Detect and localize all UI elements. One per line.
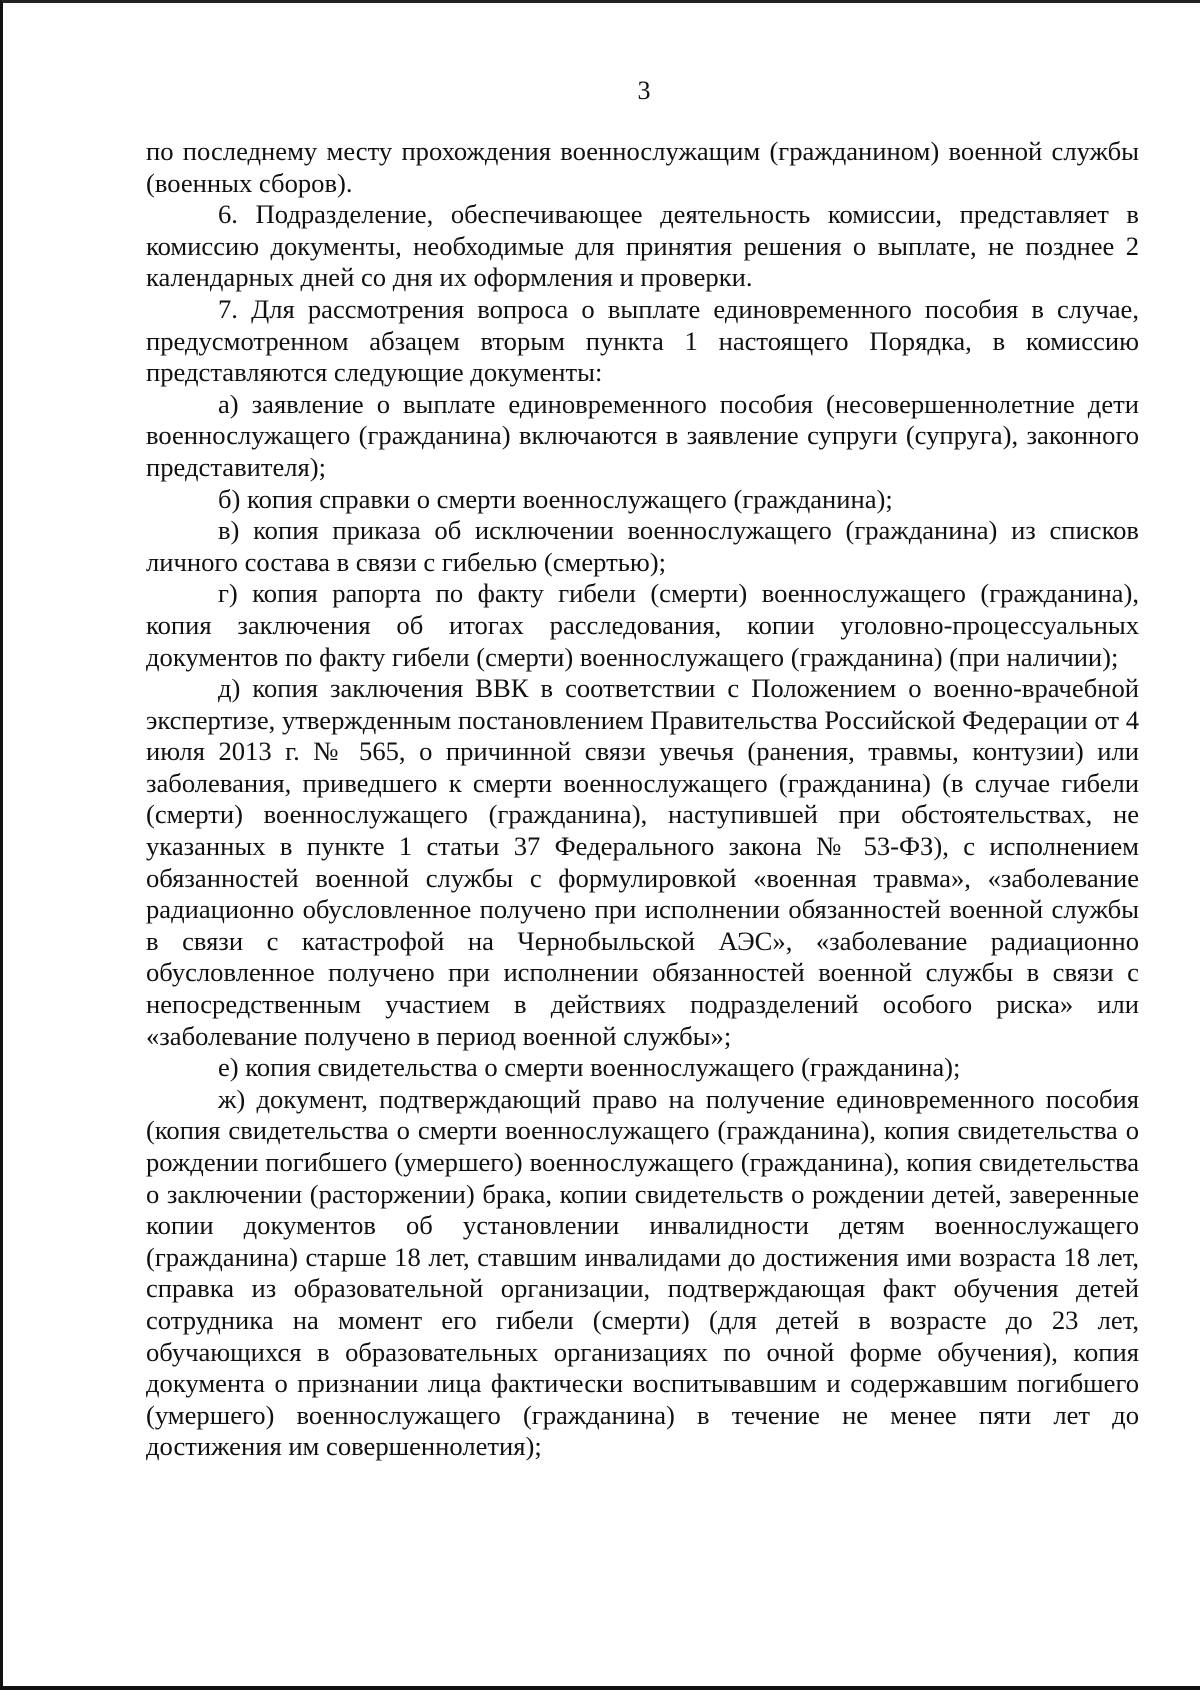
paragraph: по последнему месту прохождения военнослужащим (гражданином) военной службы (военных сборов).	[146, 136, 1139, 198]
paragraph: г) копия рапорта по факту гибели (смерти) военнослужащего (гражданина), копия заключения об итогах расследования, копии уголовно-процессуальных документов по факту гибели (смерти) военнослужащего (гражданина) (при наличии);	[146, 578, 1139, 672]
paragraph: в) копия приказа об исключении военнослужащего (гражданина) из списков личного состава в связи с гибелью (смертью);	[146, 515, 1139, 577]
paragraph: 6. Подразделение, обеспечивающее деятельность комиссии, представляет в комиссию документы, необходимые для принятия решения о выплате, не позднее 2 календарных дней со дня их оформления и проверки.	[146, 199, 1139, 293]
paragraph: д) копия заключения ВВК в соответствии с Положением о военно-врачебной экспертизе, утвержденным постановлением Правительства Российской Федерации от 4 июля 2013 г. № 565, о причинной связи увечья (ранения, травмы, контузии) или заболевания, приведшего к смерти военнослужащего (гражданина) (в случае гибели (смерти) военнослужащего (гражданина), наступившей при обстоятельствах, не указанных в пункте 1 статьи 37 Федерального закона № 53-ФЗ), с исполнением обязанностей военной службы с формулировкой «военная травма», «заболевание радиационно обусловленное получено при исполнении обязанностей военной службы в связи с катастрофой на Чернобыльской АЭС», «заболевание радиационно обусловленное получено при исполнении обязанностей военной службы в связи с непосредственным участием в действиях подразделений особого риска» или «заболевание получено в период военной службы»;	[146, 673, 1139, 1051]
paragraph: 7. Для рассмотрения вопроса о выплате единовременного пособия в случае, предусмотренном абзацем вторым пункта 1 настоящего Порядка, в комиссию представляются следующие документы:	[146, 293, 1139, 388]
paragraph: а) заявление о выплате единовременного пособия (несовершеннолетние дети военнослужащего (гражданина) включаются в заявление супруги (супруга), законного представителя);	[146, 388, 1139, 482]
paragraph: ж) документ, подтверждающий право на получение единовременного пособия (копия свидетельства о смерти военнослужащего (гражданина), копия свидетельства о рождении погибшего (умершего) военнослужащего (гражданина), копия свидетельства о заключении (расторжении) брака, копии свидетельств о рождении детей, заверенные копии документов об установлении инвалидности детям военнослужащего (гражданина) старше 18 лет, ставшим инвалидами до достижения ими возраста 18 лет, справка из образовательной организации, подтверждающая факт обучения детей сотрудника на момент его гибели (смерти) (для детей в возрасте до 23 лет, обучающихся в образовательных организациях по очной форме обучения), копия документа о признании лица фактически воспитывавшим и содержавшим погибшего (умершего) военнослужащего (гражданина) в течение не менее пяти лет до достижения им совершеннолетия);	[146, 1083, 1139, 1462]
page-number: 3	[637, 76, 651, 105]
paragraph: б) копия справки о смерти военнослужащего (гражданина);	[218, 483, 893, 514]
paragraph: е) копия свидетельства о смерти военнослужащего (гражданина);	[218, 1052, 961, 1083]
document-body	[146, 136, 1139, 1463]
